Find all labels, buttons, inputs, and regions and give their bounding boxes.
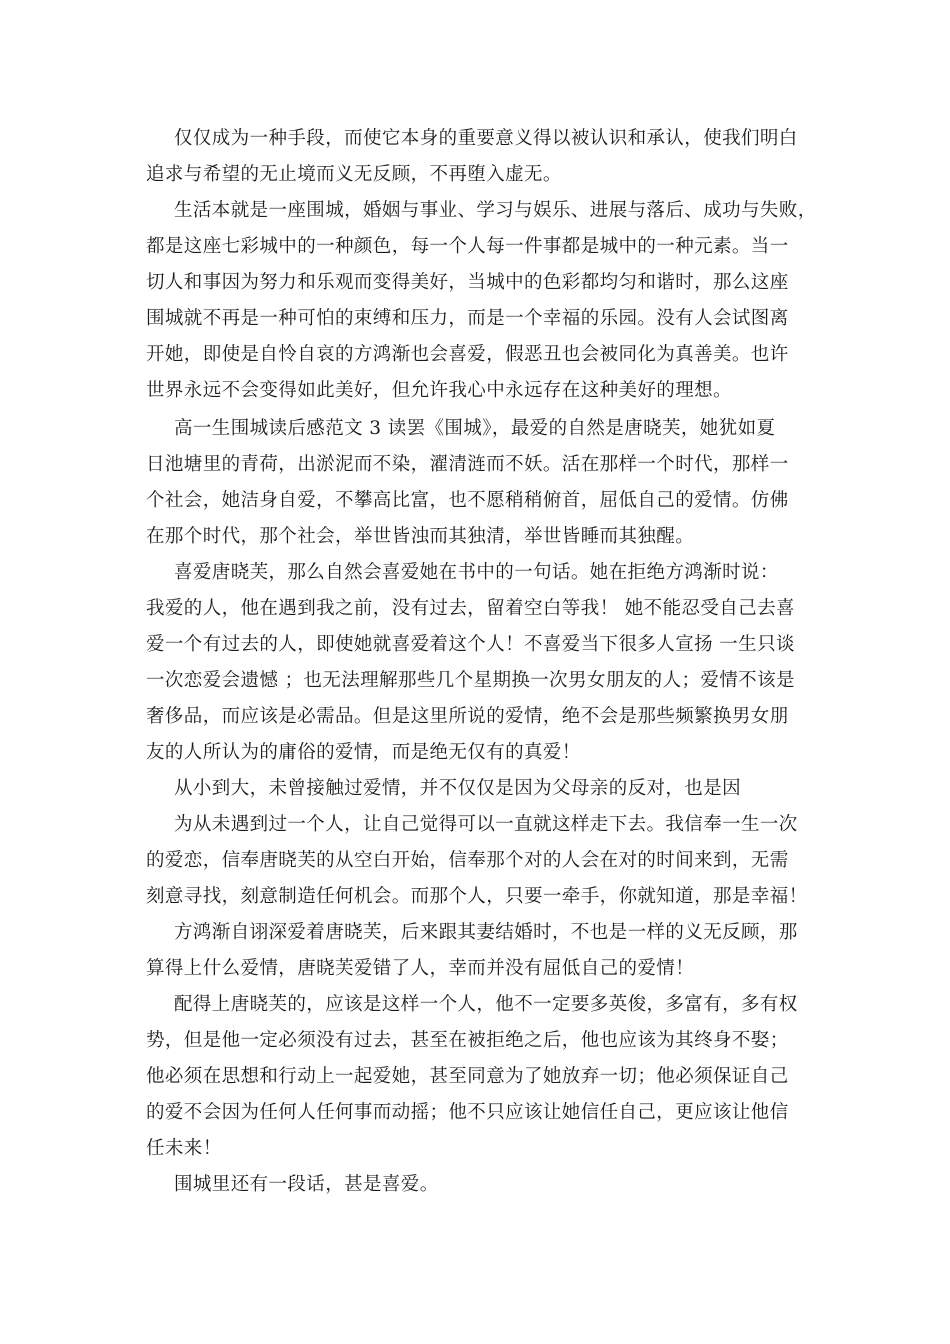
- text-line: 方鸿渐自诩深爱着唐晓芙，后来跟其妻结婚时，不也是一样的义无反顾，那: [174, 922, 798, 943]
- text-line: 奢侈品，而应该是必需品。但是这里所说的爱情，绝不会是那些频繁换男女朋: [146, 706, 789, 727]
- text-line: 的爱不会因为任何人任何事而动摇；他不只应该让她信任自己，更应该让他信: [146, 1102, 789, 1123]
- text-line: 友的人所认为的庸俗的爱情，而是绝无仅有的真爱！: [146, 742, 581, 763]
- text-line: 任未来！: [146, 1138, 222, 1159]
- text-line: 配得上唐晓芙的，应该是这样一个人，他不一定要多英俊，多富有，多有权: [174, 994, 798, 1015]
- text-line: 为从未遇到过一个人，让自己觉得可以一直就这样走下去。我信奉一生一次: [174, 814, 798, 835]
- text-line: 势，但是他一定必须没有过去，甚至在被拒绝之后，他也应该为其终身不娶；: [146, 1030, 789, 1051]
- text-line: 一次恋爱会遗憾 ；也无法理解那些几个星期换一次男女朋友的人；爱情不该是: [146, 670, 795, 691]
- text-line: 在那个时代，那个社会，举世皆浊而其独清，举世皆睡而其独醒。: [146, 526, 695, 547]
- text-line: 喜爱唐晓芙，那么自然会喜爱她在书中的一句话。她在拒绝方鸿渐时说：: [174, 562, 779, 583]
- text-line: 个社会，她洁身自爱，不攀高比富，也不愿稍稍俯首，屈低自己的爱情。仿佛: [146, 490, 789, 511]
- text-line: 从小到大，未曾接触过爱情，并不仅仅是因为父母亲的反对，也是因: [174, 778, 742, 799]
- text-line: 围城里还有一段话，甚是喜爱。: [174, 1174, 439, 1195]
- text-line: 他必须在思想和行动上一起爱她，甚至同意为了她放弃一切；他必须保证自己: [146, 1066, 789, 1087]
- text-line: 高一生围城读后感范文 3 读罢《围城》，最爱的自然是唐晓芙，她犹如夏: [174, 418, 776, 439]
- text-line: 日池塘里的青荷，出淤泥而不染，濯清涟而不妖。活在那样一个时代，那样一: [146, 454, 789, 475]
- text-line: 切人和事因为努力和乐观而变得美好，当城中的色彩都均匀和谐时，那么这座: [146, 272, 789, 293]
- text-line: 我爱的人，他在遇到我之前，没有过去，留着空白等我！ 她不能忍受自己去喜: [146, 598, 795, 619]
- text-line: 追求与希望的无止境而义无反顾，不再堕入虚无。: [146, 164, 562, 185]
- text-line: 都是这座七彩城中的一种颜色，每一个人每一件事都是城中的一种元素。当一: [146, 236, 789, 257]
- text-line: 生活本就是一座围城，婚姻与事业、学习与娱乐、进展与落后、成功与失败，: [174, 200, 817, 221]
- text-line: 开她，即使是自怜自哀的方鸿渐也会喜爱，假恶丑也会被同化为真善美。也许: [146, 344, 789, 365]
- text-line: 算得上什么爱情，唐晓芙爱错了人，幸而并没有屈低自己的爱情！: [146, 958, 695, 979]
- text-line: 仅仅成为一种手段，而使它本身的重要意义得以被认识和承认，使我们明白: [174, 128, 798, 149]
- text-line: 的爱恋，信奉唐晓芙的从空白开始，信奉那个对的人会在对的时间来到，无需: [146, 850, 789, 871]
- text-line: 刻意寻找，刻意制造任何机会。而那个人，只要一牵手，你就知道，那是幸福！: [146, 886, 808, 907]
- text-line: 世界永远不会变得如此美好，但允许我心中永远存在这种美好的理想。: [146, 380, 732, 401]
- text-line: 围城就不再是一种可怕的束缚和压力，而是一个幸福的乐园。没有人会试图离: [146, 308, 789, 329]
- text-line: 爱一个有过去的人，即使她就喜爱着这个人！不喜爱当下很多人宣扬 一生只谈: [146, 634, 795, 655]
